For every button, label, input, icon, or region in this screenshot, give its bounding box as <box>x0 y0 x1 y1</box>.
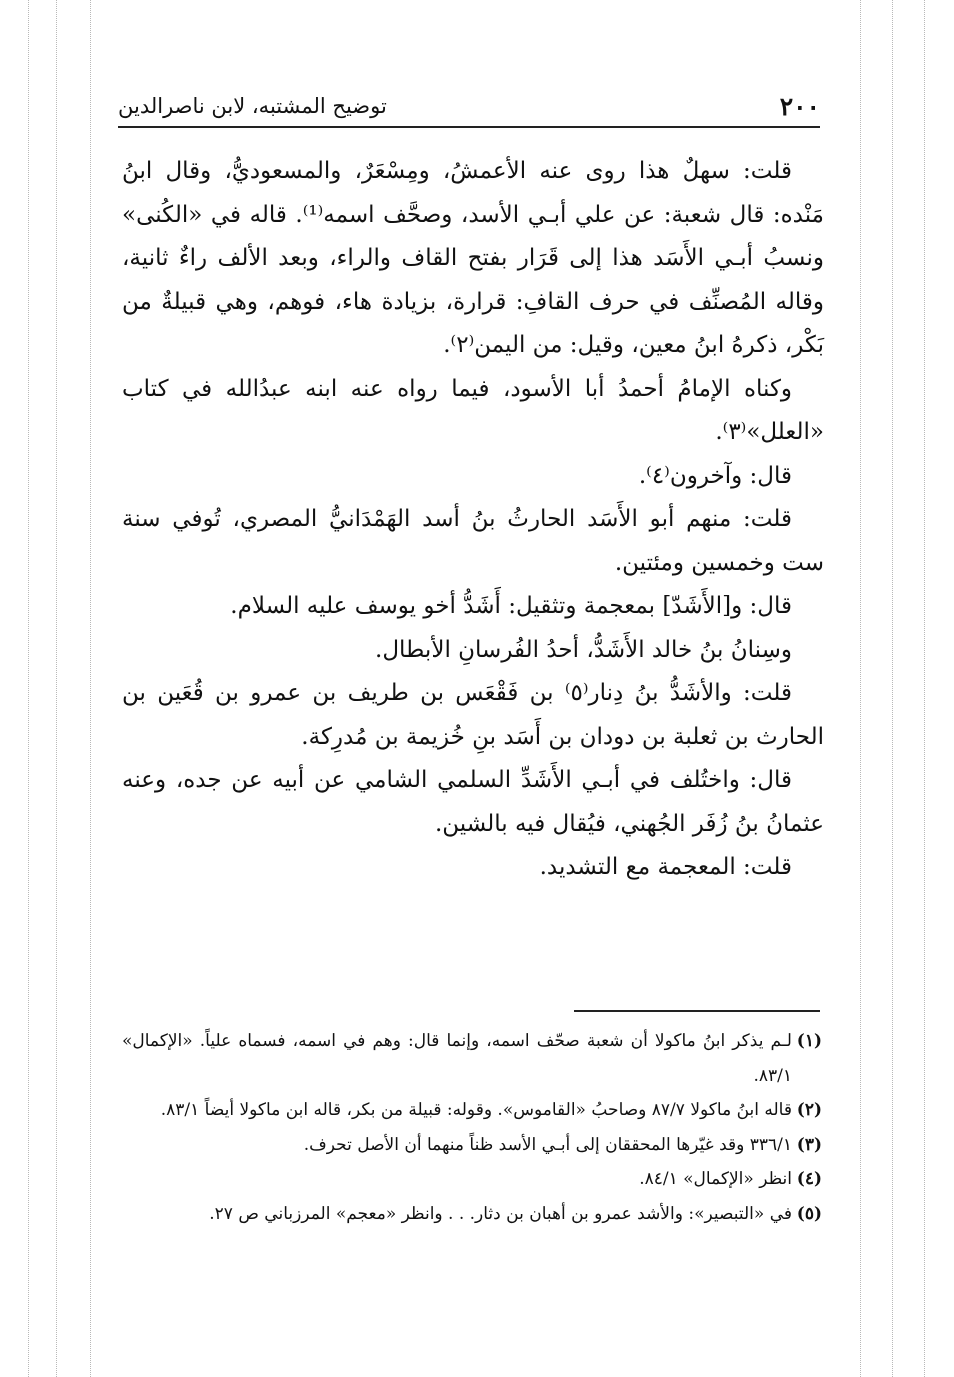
footnote-number: (٣) <box>796 1134 822 1155</box>
footnote <box>122 1197 822 1232</box>
running-title: توضيح المشتبه، لابن ناصرالدين <box>118 94 387 118</box>
footnote <box>122 1093 822 1128</box>
footnote-text: قاله ابنُ ماكولا ٨٧/٧ وصاحبُ «القاموس». وقوله: قبيلة من بكر، قاله ابن ماكولا أيضاً ٨٣/١. <box>160 1100 792 1120</box>
scan-dotted-line <box>90 0 91 1377</box>
footnote-text: ٣٣٦/١ وقد غيّرها المحققان إلى أبـي الأسد ظناً منهما أن الأصل تحرف. <box>303 1134 792 1155</box>
footnote-text: لـم يذكر ابنُ ماكولا أن شعبة صحّف اسمه، وإنما قال: وهم في اسمه، فسماه علياً. «الإكمال» ٨٣/١. <box>122 1031 792 1086</box>
footnote <box>122 1024 822 1093</box>
scan-dotted-line <box>860 0 861 1377</box>
footnote-number: (٢) <box>796 1100 822 1120</box>
paragraph: قال: وآخرون⁽٤⁾. <box>638 462 792 489</box>
scan-dotted-line <box>924 0 925 1377</box>
scan-dotted-line <box>56 0 57 1377</box>
page-header <box>118 86 820 128</box>
paragraph: قلت: والأشَدُّ بنُ دِنار⁽٥⁾ بن فَقْعَس بن طريف بن عمرو بن قُعَين بن الحارث بن ثعلبة بن دودان بن أَسَد بنِ خُزيمة بن مُدرِكة. <box>122 680 824 750</box>
paragraph: قلت: سهلٌ هذا روى عنه الأعمشُ، ومِسْعَرٌ، والمسعوديُّ، وقال ابنُ مَنْده: قال شعبة: عن علي أبـي الأسد، وصحَّف اسمه⁽¹⁾. قاله في «الكُنى» ونسبُ أبـي الأَسَد هذا إلى قَرَار بفتح القاف والراء، وبعد الألف راءٌ ثانية، وقاله المُصنِّف في حرف القافِ: قرارة، بزيادة هاء، فوهم، وهي قبيلةٌ من بَكْر، ذكرهُ ابنُ معين، وقيل: من اليمن⁽٢⁾. <box>122 158 824 358</box>
footnote-text: في «التبصير»: والأشد عمرو بن أهبان بن دثار. . . وانظر «معجم» المرزباني ص ٢٧. <box>209 1203 792 1224</box>
main-text <box>122 150 824 890</box>
paragraph: وسِنانُ بنُ خالد الأَشَدُّ، أحدُ الفُرسانِ الأبطال. <box>375 636 792 663</box>
footnote <box>122 1128 822 1163</box>
paragraph: قال: و[الأَشَدّ] بمعجمة وتثقيل: أَشَدُّ أخو يوسف عليه السلام. <box>230 593 792 619</box>
footnote <box>122 1162 822 1197</box>
footnote-text: انظر «الإكمال» ٨٤/١. <box>639 1169 792 1189</box>
footnotes <box>122 1024 822 1231</box>
footnote-number: (٤) <box>796 1169 822 1189</box>
paragraph: قلت: المعجمة مع التشديد. <box>539 854 792 880</box>
footnote-number: (١) <box>796 1031 822 1051</box>
scan-dotted-line <box>892 0 893 1377</box>
paragraph: قلت: منهم أبو الأَسَد الحارثُ بنُ أسد الهَمْدَانيُّ المصري، تُوفي سنة ست وخمسين ومئتين. <box>122 506 824 576</box>
paragraph: وكناه الإمامُ أحمدُ أبا الأسود، فيما رواه عنه ابنه عبدُالله في كتاب «العلل»⁽٣⁾. <box>122 375 824 445</box>
footnote-separator <box>574 1010 820 1012</box>
footnote-number: (٥) <box>796 1203 822 1224</box>
paragraph: قال: واختُلف في أبـي الأَشَدِّ السلمي الشامي عن أبيه عن جده، وعنه عثمانُ بنُ زُفَر الجُهني، فيُقال فيه بالشين. <box>122 767 824 837</box>
page-number: ٢٠٠ <box>779 92 820 121</box>
scan-dotted-line <box>28 0 29 1377</box>
